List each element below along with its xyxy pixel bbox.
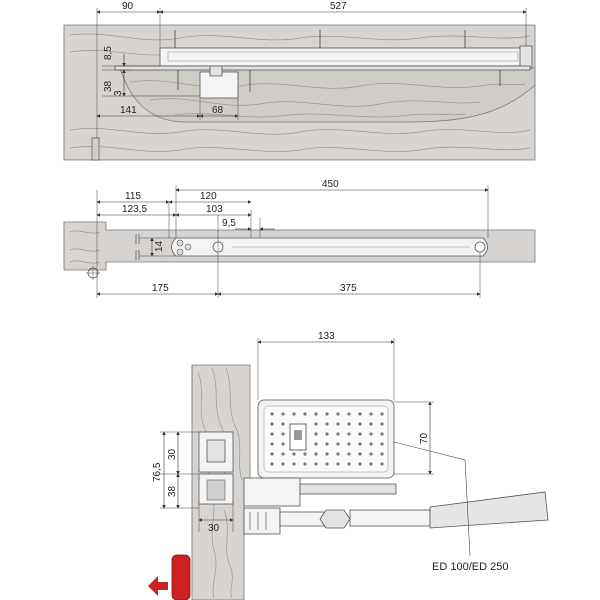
mounting-plate <box>115 66 530 70</box>
perforation-dot <box>380 422 383 425</box>
door-closer-body <box>160 48 526 66</box>
cover-switch-knob <box>294 430 302 440</box>
perforation-dot <box>336 412 339 415</box>
perforation-dot <box>369 452 372 455</box>
dim-450: 450 <box>322 179 339 190</box>
top-view <box>64 1 535 160</box>
perforation-dot <box>325 442 328 445</box>
dim-38-top: 38 <box>103 80 114 92</box>
perforation-dot <box>303 462 306 465</box>
perforation-dot <box>325 452 328 455</box>
perforation-dot <box>292 452 295 455</box>
perforation-dot <box>336 452 339 455</box>
perforation-dot <box>347 422 350 425</box>
perforation-dot <box>369 422 372 425</box>
dim-123-5: 123,5 <box>122 204 148 215</box>
perforation-dot <box>347 442 350 445</box>
perforation-dot <box>325 412 328 415</box>
dim-375: 375 <box>340 283 357 294</box>
dim-120: 120 <box>200 191 217 202</box>
perforation-dot <box>270 462 273 465</box>
perforation-dot <box>380 462 383 465</box>
door-pin <box>92 138 99 160</box>
operator-cover-face <box>264 406 388 472</box>
perforation-dot <box>336 442 339 445</box>
perforation-dot <box>358 442 361 445</box>
perforation-dot <box>336 432 339 435</box>
perforation-dot <box>347 412 350 415</box>
perforation-dot <box>314 452 317 455</box>
red-arrow-icon <box>148 576 168 596</box>
lower-bracket <box>244 478 300 506</box>
perforation-dot <box>325 462 328 465</box>
model-leader-line <box>394 442 470 556</box>
dim-70: 70 <box>419 432 430 444</box>
perforation-dot <box>358 432 361 435</box>
dim-30-horizontal: 30 <box>208 523 220 534</box>
perforation-dot <box>281 452 284 455</box>
perforation-dot <box>380 432 383 435</box>
perforation-dot <box>314 442 317 445</box>
perforation-dot <box>270 432 273 435</box>
perforation-dot <box>281 412 284 415</box>
perforation-dot <box>314 412 317 415</box>
dim-76-5: 76,5 <box>152 462 163 482</box>
perforation-dot <box>380 442 383 445</box>
closer-section-core <box>207 480 225 500</box>
arm-extension <box>430 492 548 528</box>
model-label: ED 100/ED 250 <box>432 561 509 573</box>
perforation-dot <box>347 452 350 455</box>
perforation-dot <box>270 422 273 425</box>
perforation-dot <box>336 422 339 425</box>
perforation-dot <box>281 432 284 435</box>
perforation-dot <box>314 462 317 465</box>
dim-175: 175 <box>152 283 169 294</box>
dim-9-5: 9,5 <box>222 218 236 229</box>
dim-103: 103 <box>206 204 223 215</box>
perforation-dot <box>369 462 372 465</box>
bracket-plate <box>300 484 396 494</box>
dim-3: 3 <box>113 90 124 96</box>
section-view <box>148 331 548 600</box>
dim-527: 527 <box>330 1 347 12</box>
arm-nut <box>320 510 350 528</box>
perforation-dot <box>347 462 350 465</box>
perforation-dot <box>270 442 273 445</box>
perforation-dot <box>281 442 284 445</box>
perforation-dot <box>336 462 339 465</box>
arm-clamp <box>244 508 280 534</box>
perforation-dot <box>314 422 317 425</box>
perforation-dot <box>369 432 372 435</box>
dim-133: 133 <box>318 331 335 342</box>
perforation-dot <box>292 412 295 415</box>
arm-screw-2 <box>177 249 183 255</box>
closer-section-inner <box>207 440 225 462</box>
dim-68: 68 <box>212 105 224 116</box>
perforation-dot <box>358 422 361 425</box>
perforation-dot <box>358 452 361 455</box>
perforation-dot <box>380 412 383 415</box>
perforation-dot <box>303 452 306 455</box>
dim-14: 14 <box>154 240 165 252</box>
perforation-dot <box>369 412 372 415</box>
pinion-shaft <box>210 66 222 76</box>
dim-8-5: 8,5 <box>103 46 114 60</box>
arm-screw-1 <box>177 240 183 246</box>
arm-screw-3 <box>185 244 191 250</box>
dim-30-vertical: 30 <box>167 448 178 460</box>
perforation-dot <box>380 452 383 455</box>
perforation-dot <box>281 462 284 465</box>
perforation-dot <box>270 452 273 455</box>
perforation-dot <box>347 432 350 435</box>
arm-rod <box>350 510 430 526</box>
perforation-dot <box>358 462 361 465</box>
closer-end-cap <box>520 46 532 68</box>
perforation-dot <box>281 422 284 425</box>
perforation-dot <box>358 412 361 415</box>
arm-view <box>64 179 535 298</box>
dim-38-section: 38 <box>167 485 178 497</box>
perforation-dot <box>325 422 328 425</box>
perforation-dot <box>314 432 317 435</box>
arm-pivot-end <box>475 242 485 252</box>
dim-115: 115 <box>125 191 141 202</box>
arm-rod-joint <box>280 512 324 526</box>
perforation-dot <box>325 432 328 435</box>
perforation-dot <box>369 442 372 445</box>
perforation-dot <box>270 412 273 415</box>
dim-141: 141 <box>120 105 137 116</box>
red-pin <box>172 555 190 600</box>
perforation-dot <box>292 462 295 465</box>
dim-90: 90 <box>122 1 134 12</box>
perforation-dot <box>303 412 306 415</box>
